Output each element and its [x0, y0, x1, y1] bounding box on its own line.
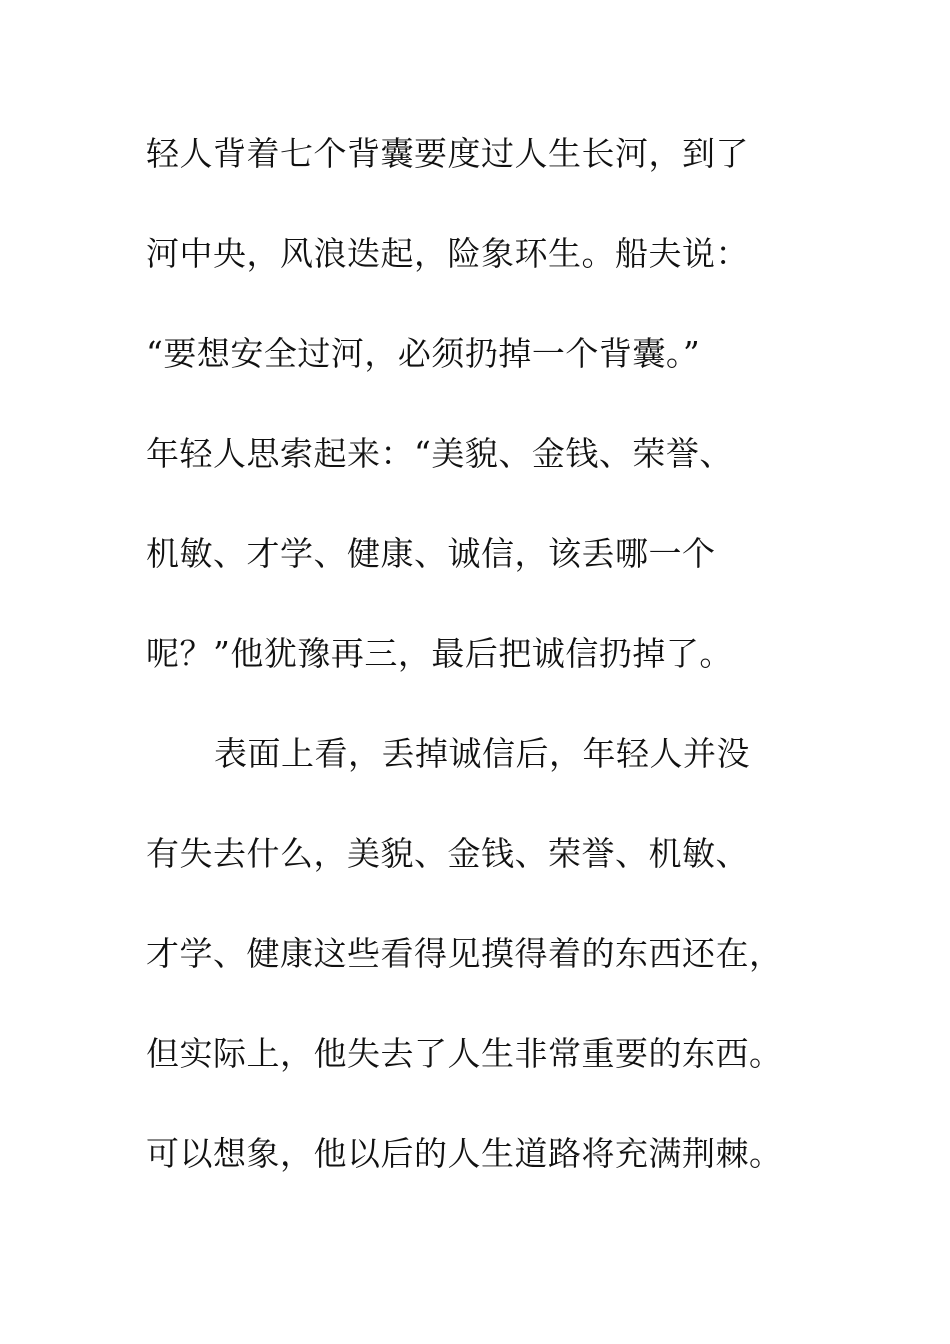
text-line: 呢？”他犹豫再三，最后把诚信扔掉了。	[146, 634, 733, 673]
paragraph-start-line: 表面上看，丢掉诚信后，年轻人并没	[214, 734, 750, 773]
text-line: 河中央，风浪迭起，险象环生。船夫说：	[146, 234, 749, 273]
text-line: 年轻人思索起来：“美貌、金钱、荣誉、	[146, 434, 733, 473]
text-line: “要想安全过河，必须扔掉一个背囊。”	[146, 334, 701, 373]
body-text	[146, 124, 826, 1224]
text-line: 可以想象，他以后的人生道路将充满荆棘。	[146, 1134, 783, 1173]
text-line: 但实际上，他失去了人生非常重要的东西。	[146, 1034, 783, 1073]
text-line: 有失去什么，美貌、金钱、荣誉、机敏、	[146, 834, 749, 873]
text-line: 轻人背着七个背囊要度过人生长河，到了	[146, 134, 749, 173]
text-line: 才学、健康这些看得见摸得着的东西还在，	[146, 934, 783, 973]
text-line: 机敏、才学、健康、诚信，该丢哪一个	[146, 534, 716, 573]
